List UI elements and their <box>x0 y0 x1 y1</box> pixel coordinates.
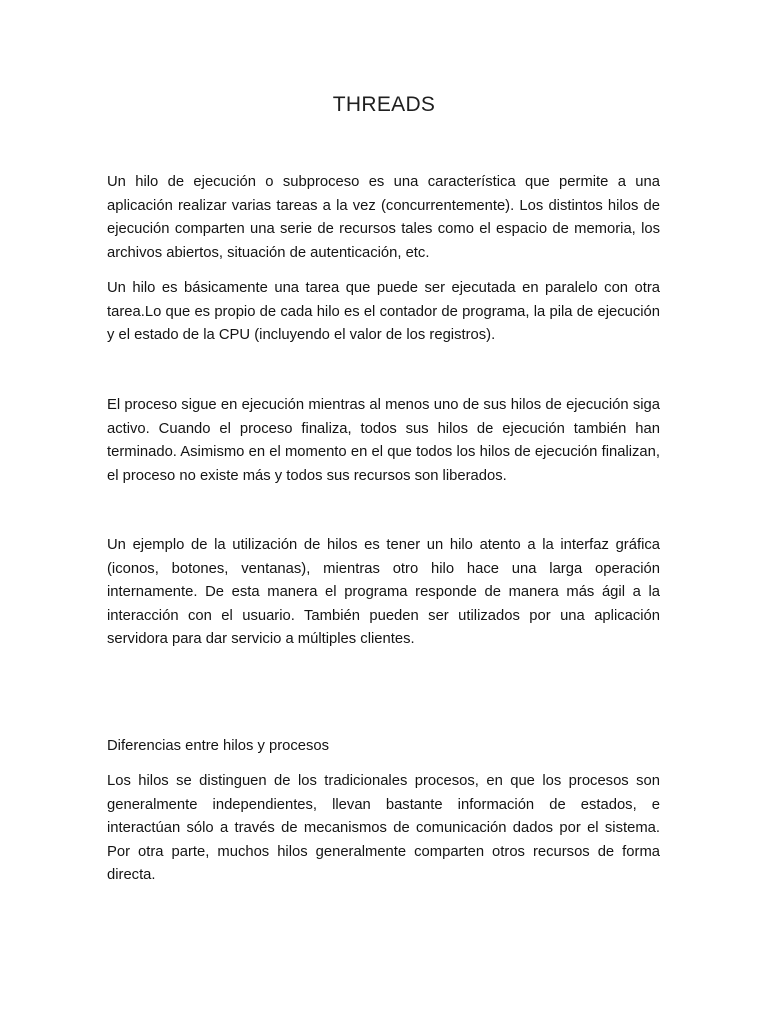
paragraph-thread-task: Un hilo es básicamente una tarea que puede ser ejecutada en paralelo con otra tarea.Lo que es propio de cada hilo es el contador de programa, la pila de ejecución y el estado de la CPU (incluyendo el valor de los registros). <box>107 280 660 343</box>
paragraph-thread-definition: Un hilo de ejecución o subproceso es una característica que permite a una aplicación realizar varias tareas a la vez (concurrentemente). Los distintos hilos de ejecución comparten una serie de recursos tales como el espacio de memoria, los archivos abiertos, situación de autenticación, etc. <box>107 174 660 261</box>
document-title: THREADS <box>332 93 436 116</box>
paragraph-thread-example: Un ejemplo de la utilización de hilos es tener un hilo atento a la interfaz gráfica (iconos, botones, ventanas), mientras otro hilo hace una larga operación internamente. De esta manera el programa responde de manera más ágil a la interacción con el usuario. También pueden ser utilizados por una aplicación servidora para dar servicio a múltiples clientes. <box>107 537 660 647</box>
paragraph-differences: Los hilos se distinguen de los tradicionales procesos, en que los procesos son generalmente independientes, llevan bastante información de estados, e interactúan sólo a través de mecanismos de comunicación dados por el sistema. Por otra parte, muchos hilos generalmente comparten otros recursos de forma directa. <box>107 773 660 883</box>
paragraph-process-execution: El proceso sigue en ejecución mientras al menos uno de sus hilos de ejecución siga activo. Cuando el proceso finaliza, todos sus hilos de ejecución también han terminado. Asimismo en el momento en el que todos los hilos de ejecución finalizan, el proceso no existe más y todos sus recursos son liberados. <box>107 397 660 484</box>
section-heading: Diferencias entre hilos y procesos <box>107 738 330 754</box>
